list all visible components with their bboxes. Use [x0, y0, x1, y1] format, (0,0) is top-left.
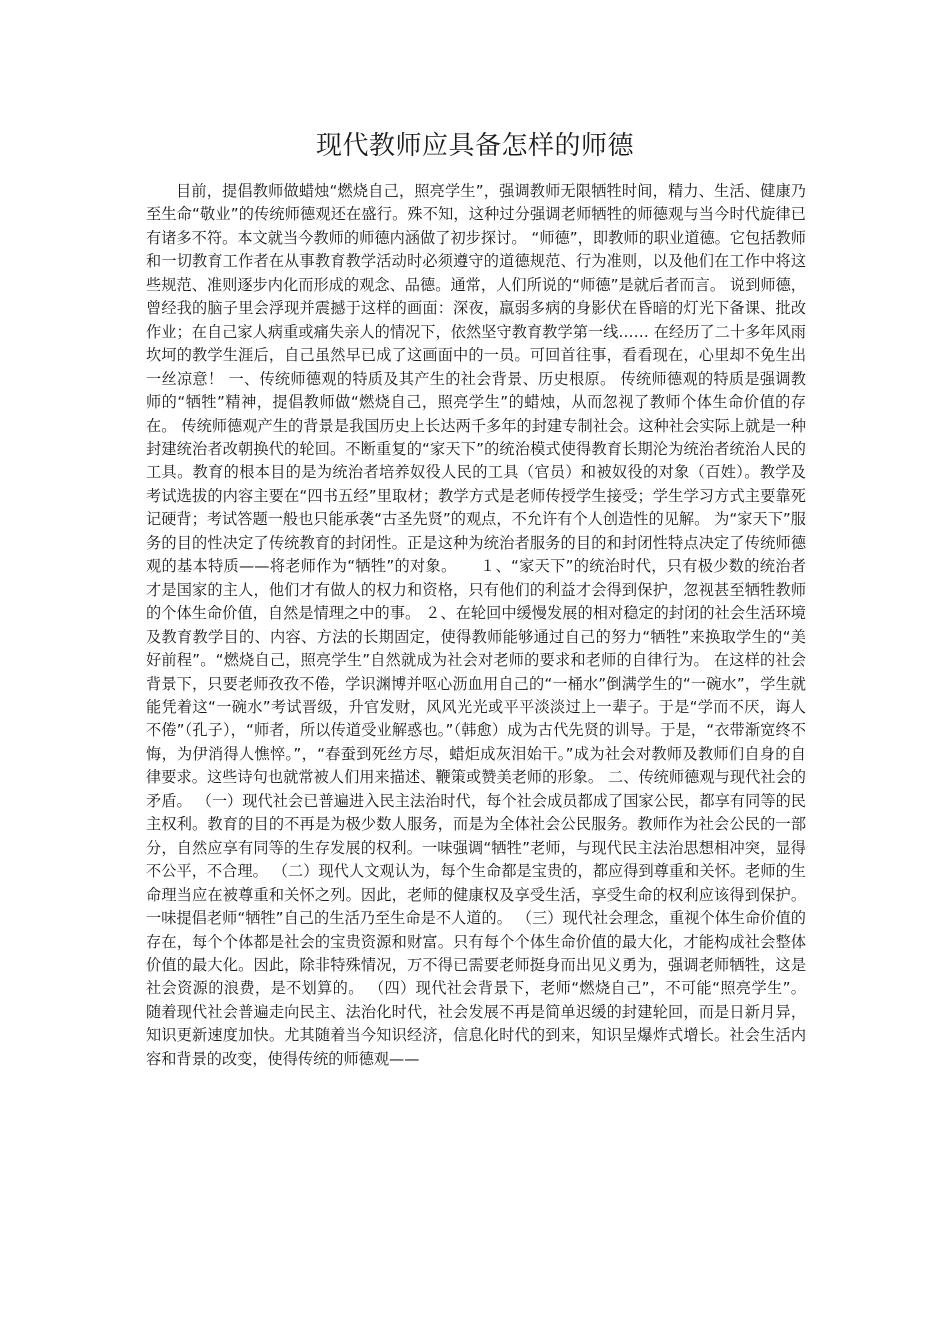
document-title: 现代教师应具备怎样的师德 [315, 131, 634, 161]
document-body: 目前，提倡教师做蜡烛“燃烧自己，照亮学生”，强调教师无限牺牲时间，精力、生活、健康乃至生命“敬业”的传统师德观还在盛行。殊不知，这种过分强调老师牺牲的师德观与当今时代旋律已有诸多不符。本文就当今教师的师德内涵做了初步探讨。 “师德”，即教师的职业道德。它包括教师和一切教育工作者在从事教育教学活动时必须遵守的道德规范、行为准则，以及他们在工作中将这些规范、准则逐步内化而形成的观念、品德。通常，人们所说的“师德”是就后者而言。 说到师德，曾经我的脑子里会浮现并震撼于这样的画面：深夜，羸弱多病的身影伏在昏暗的灯光下备课、批改作业；在自己家人病重或痛失亲人的情况下，依然坚守教育教学第一线…… 在经历了二十多年风雨坎坷的教学生涯后，自己虽然早已成了这画面中的一员。可回首往事，看看现在，心里却不免生出一丝凉意！ 一、传统师德观的特质及其产生的社会背景、历史根原。 传统师德观的特质是强调教师的“牺牲”精神，提倡教师做“燃烧自己，照亮学生”的蜡烛，从而忽视了教师个体生命价值的存在。 传统师德观产生的背景是我国历史上长达两千多年的封建专制社会。这种社会实际上就是一种封建统治者改朝换代的轮回。不断重复的“家天下”的统治模式使得教育长期沦为统治者统治人民的工具。教育的根本目的是为统治者培养奴役人民的工具（官员）和被奴役的对象（百姓）。教学及考试选拔的内容主要在“四书五经”里取材；教学方式是老师传授学生接受；学生学习方式主要靠死记硬背；考试答题一般也只能承袭“古圣先贤”的观点，不允许有个人创造性的见解。 为“家天下”服务的目的性决定了传统教育的封闭性。正是这种为统治者服务的目的和封闭性特点决定了传统师德观的基本特质——将老师作为“牺牲”的对象。 １、“家天下”的统治时代，只有极少数的统治者才是国家的主人，他们才有做人的权力和资格，只有他们的利益才会得到保护，忽视甚至牺牲教师的个体生命价值，自然是情理之中的事。 ２、在轮回中缓慢发展的相对稳定的封闭的社会生活环境及教育教学目的、内容、方法的长期固定，使得教师能够通过自己的努力“牺牲”来换取学生的“美好前程”。“燃烧自己，照亮学生”自然就成为社会对老师的要求和老师的自律行为。 在这样的社会背景下，只要老师孜孜不倦，学识渊博并呕心沥血用自己的“一桶水”倒满学生的“一碗水”，学生就能凭着这“一碗水”考试晋级，升官发财，风风光光或平平淡淡过上一辈子。于是“学而不厌，诲人不倦”（孔子），“师者，所以传道受业解惑也。”（韩愈）成为古代先贤的训导。于是，“衣带渐宽终不悔，为伊消得人憔悴。”，“春蚕到死丝方尽，蜡炬成灰泪始干。”成为社会对教师及教师们自身的自律要求。这些诗句也就常被人们用来描述、鞭策或赞美老师的形象。 二、传统师德观与现代社会的矛盾。 （一）现代社会已普遍进入民主法治时代，每个社会成员都成了国家公民，都享有同等的民主权利。教育的目的不再是为极少数人服务，而是为全体社会公民服务。教师作为社会公民的一部分，自然应享有同等的生存发展的权利。一味强调“牺牲”老师，与现代民主法治思想相冲突，显得不公平，不合理。 （二）现代人文观认为，每个生命都是宝贵的，都应得到尊重和关怀。老师的生命理当应在被尊重和关怀之列。因此，老师的健康权及享受生活，享受生命的权利应该得到保护。一味提倡老师“牺牲”自己的生活乃至生命是不人道的。 （三）现代社会理念，重视个体生命价值的存在，每个个体都是社会的宝贵资源和财富。只有每个个体生命价值的最大化，才能构成社会整体价值的最大化。因此，除非特殊情况，万不得已需要老师挺身而出见义勇为，强调老师牺牲，这是社会资源的浪费，是不划算的。 （四）现代社会背景下，老师“燃烧自己”，不可能“照亮学生”。 随着现代社会普遍走向民主、法治化时代，社会发展不再是简单迟缓的封建轮回，而是日新月异，知识更新速度加快。尤其随着当今知识经济，信息化时代的到来，知识呈爆炸式增长。社会生活内容和背景的改变，使得传统的师德观—— [146, 182, 806, 1068]
